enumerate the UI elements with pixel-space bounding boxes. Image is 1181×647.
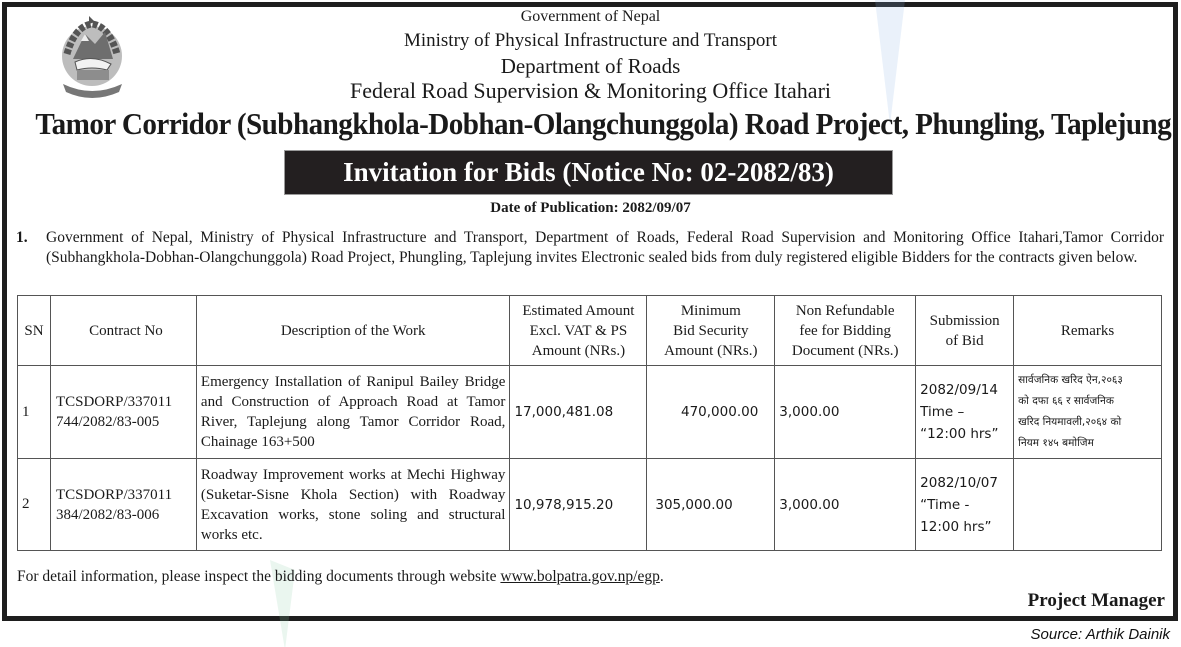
- submission-line: “12:00 hrs”: [920, 426, 999, 442]
- header-line: Minimum: [680, 302, 741, 319]
- detail-info: [17, 568, 664, 586]
- header-submission: [916, 296, 1014, 366]
- header-contract-no: Contract No: [50, 296, 196, 366]
- cell-bidding-fee: 3,000.00: [775, 459, 916, 551]
- project-title: Tamor Corridor (Subhangkhola-Dobhan-Olangchunggola) Road Project, Phungling, Taplejung: [35, 106, 1172, 141]
- header-bid-security: [647, 296, 775, 366]
- cell-bid-security: 470,000.00: [647, 366, 775, 459]
- submission-line: “Time -: [920, 496, 970, 513]
- remarks-line: नियम १४५ बमोजिम: [1018, 437, 1094, 449]
- header-description: Description of the Work: [196, 296, 510, 366]
- cell-contract-no: [50, 459, 196, 551]
- header-sn: SN: [18, 296, 51, 366]
- remarks-line: को दफा ६६ र सार्वजनिक: [1018, 395, 1114, 407]
- bids-table: [17, 295, 1162, 551]
- cell-contract-no: [50, 366, 196, 459]
- remarks-line: सार्वजनिक खरिद ऐन,२०६३: [1018, 374, 1123, 386]
- paragraph-text: Government of Nepal, Ministry of Physical Infrastructure and Transport, Department of Roads, Federal Road Supervision and Monitoring Office Itahari,Tamor Corridor (Subhangkhola-Dobhan-Olangchunggola) Road Project, Phungling, Taplejung invites Electronic sealed bids from duly registered eligible Bidders for the contracts given below.: [46, 229, 1164, 266]
- source-credit: Source: Arthik Dainik: [1030, 626, 1170, 643]
- header-line: Bid Security: [673, 322, 749, 339]
- header-line: Amount (NRs.): [531, 342, 626, 359]
- header-remarks: Remarks: [1014, 296, 1162, 366]
- notice-title-banner: Invitation for Bids (Notice No: 02-2082/83): [285, 151, 892, 194]
- cell-description: Roadway Improvement works at Mechi Highway (Suketar-Sisne Khola Section) with Roadway Excavation works, stone soling and structural works etc.: [196, 459, 510, 551]
- header-line: Non Refundable: [795, 302, 895, 319]
- cell-bidding-fee: 3,000.00: [775, 366, 916, 459]
- table-header-row: [18, 296, 1162, 366]
- submission-line: 2082/10/07: [920, 474, 998, 491]
- table-row: [18, 366, 1162, 459]
- header-line: of Bid: [945, 332, 984, 349]
- cell-bid-security: 305,000.00: [647, 459, 775, 551]
- contract-line: TCSDORP/337011: [55, 486, 173, 503]
- header-office: Federal Road Supervision & Monitoring Office Itahari: [349, 78, 832, 103]
- header-bidding-fee: [775, 296, 916, 366]
- header-line: Amount (NRs.): [664, 342, 758, 359]
- header-government: Government of Nepal: [520, 8, 661, 25]
- intro-paragraph: [16, 228, 1164, 268]
- contract-line: 744/2082/83-005: [55, 414, 160, 430]
- cell-submission: [916, 366, 1014, 459]
- submission-line: 12:00 hrs”: [920, 518, 992, 535]
- contract-line: TCSDORP/337011: [55, 394, 173, 410]
- header-line: Document (NRs.): [791, 342, 899, 359]
- cell-remarks: [1014, 366, 1162, 459]
- header-line: Excl. VAT & PS: [529, 322, 628, 339]
- header-line: Submission: [929, 312, 1000, 329]
- cell-estimated-amount: 10,978,915.20: [510, 459, 647, 551]
- signature-project-manager: Project Manager: [1027, 590, 1165, 611]
- table-row: [18, 459, 1162, 551]
- detail-info-suffix: .: [659, 568, 664, 585]
- submission-line: Time –: [920, 404, 965, 420]
- header-line: fee for Bidding: [799, 322, 892, 339]
- paragraph-number: 1.: [16, 229, 28, 246]
- header-line: Estimated Amount: [522, 302, 635, 319]
- header-estimated-amount: [510, 296, 647, 366]
- publication-date: Date of Publication: 2082/09/07: [490, 200, 691, 216]
- submission-line: 2082/09/14: [920, 382, 998, 398]
- header-department: Department of Roads: [500, 54, 681, 78]
- cell-sn: 2: [18, 459, 51, 551]
- detail-info-text: For detail information, please inspect the bidding documents through website: [17, 568, 501, 585]
- remarks-line: खरिद नियमावली,२०६४ को: [1018, 416, 1122, 428]
- cell-estimated-amount: 17,000,481.08: [510, 366, 647, 459]
- cell-sn: 1: [18, 366, 51, 459]
- cell-remarks: [1014, 459, 1162, 551]
- contract-line: 384/2082/83-006: [55, 506, 160, 523]
- header-ministry: Ministry of Physical Infrastructure and Transport: [403, 30, 778, 51]
- bolpatra-link[interactable]: www.bolpatra.gov.np/egp: [500, 568, 660, 585]
- cell-submission: [916, 459, 1014, 551]
- cell-description: Emergency Installation of Ranipul Bailey Bridge and Construction of Approach Road at Tamor River, Taplejung along Tamor Corridor Road, Chainage 163+500: [196, 366, 510, 459]
